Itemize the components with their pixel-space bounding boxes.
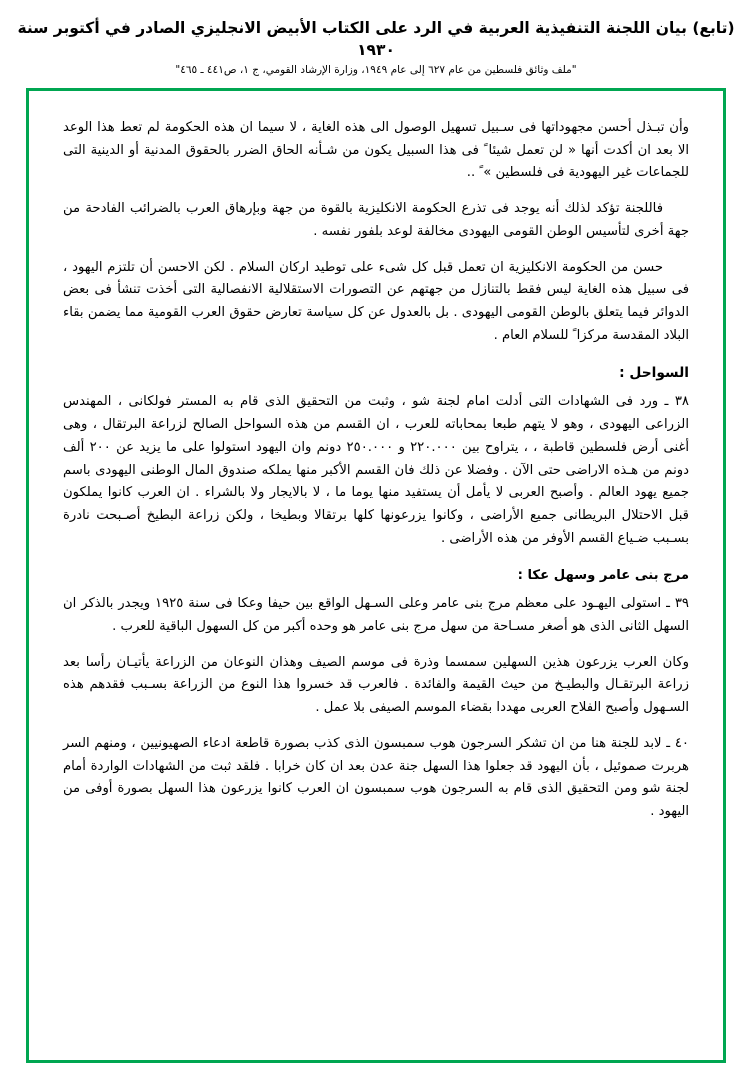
paragraph: ٣٩ ـ استولى اليهـود على معظم مرج بنى عامر وعلى السـهل الواقع بين حيفا وعكا فى سنة ١٩٢٥ ويجدر بالذكر ان السهل الثانى الذى هو أصغر مسـاحة من سهل مرج بنى عامر هو وحده أكبر من كل السهول الباقية للعرب . [63,596,689,635]
document-source-citation: "ملف وثائق فلسطين من عام ٦٢٧ إلى عام ١٩٤٩، وزارة الإرشاد القومي، ج ١، ص٤٤١ ـ ٤٦٥" [175,64,577,77]
section-heading-sawahil: السواحل : [619,365,689,382]
paragraph: وكان العرب يزرعون هذين السهلين سمسما وذرة فى موسم الصيف وهذان النوعان من الزراعة يأتيـان رأسا بعد زراعة البرتقـال والبطيـخ من حيث القيمة والفائدة . فالعرب قد خسروا هذا النوع من الزراعة بسـبب فقدهم هذه السـهول وأصبح الفلاح العربى مهددا بقضاء الموسم الصيفى بلا عمل . [63,654,689,716]
section-heading-marj-bani-amer: مرج بنى عامر وسهل عكا : [517,568,689,584]
paragraph: وأن تبـذل أحسن مجهوداتها فى سـبيل تسهيل الوصول الى هذه الغاية ، لا سيما ان هذه الحكومة لم تعط هذا الوعد الا بعد ان أكدت أنها « لن تعمل شيئا ً فى هذا السبيل يكون من شـأنه الحاق الضرر بالحقوق المدنية أو الدينية التى للجماعات غير اليهودية فى فلسطين » ً .. [63,120,689,181]
paragraph: حسن من الحكومة الانكليزية ان تعمل قبل كل شىء على توطيد اركان السلام . لكن الاحسن أن تلتزم اليهود ، فى سبيل هذه الغاية ليس فقط بالتنازل من جهتهم عن التصورات الاستقلالية الانفصالية التى أخذت تنشأ فى بعض الدوائر فيما يتعلق بالوطن القومى اليهودى . بل بالعدول عن كل سياسة تعارض حقوق العرب القومية مما يضمن بقاء البلاد المقدسة مركزا ً للسلام العام . [63,259,689,343]
page-title: (تابع) بيان اللجنة التنفيذية العربية في الرد على الكتاب الأبيض الانجليزي الصادر في أكتوبر سنة ١٩٣٠ [17,19,735,59]
paragraph: ٣٨ ـ ورد فى الشهادات التى أدلت امام لجنة شو ، وثبت من التحقيق الذى قام به المستر فولكانى ، المهندس الزراعى اليهودى ، وهو لا يتهم طبعا بمحاباته للعرب ، ان القسم من هذه السواحل الصالح لزراعة البرتقال ، وهى أغنى أرض فلسطين قاطبة ، ، يتراوح بين ٢٢٠.٠٠٠ و ٢٥٠.٠٠٠ دونم وان اليهود استولوا على ما يزيد عن ٢٠٠ ألف دونم من هـذه الاراضى حتى الآن . وفضلا عن ذلك فان القسم الأكبر منها يملكه صندوق المال الوطنى اليهودى باسم جميع يهود العالم . وأصبح العربى لا يأمل أن يستفيد منها يوما ما ، لا بالايجار ولا بالشراء . ان العرب كانوا يملكون قبل الاحتلال البريطانى جميع الأراضى ، وكانوا يزرعونها كلها برتقالا وبطيخا ، ولكن زراعة البطيخ أصـبحت نادرة بسـبب ضـياع القسم الأوفر من هذه الأراضى . [63,394,689,546]
paragraph: فاللجنة تؤكد لذلك أنه يوجد فى تذرع الحكومة الانكليزية بالقوة من جهة وبإرهاق العرب بالضرائب الفادحة من جهة أخرى لتأسيس الوطن القومى اليهودى مخالفة لوعد بلفور نفسه . [63,201,689,239]
content-frame [26,88,726,1063]
paragraph: ٤٠ ـ لابد للجنة هنا من ان تشكر السرجون هوب سمبسون الذى كذب بصورة قاطعة ادعاء الصهيونيين ، ومنهم السر هربرت صموئيل ، بأن اليهود قد جعلوا هذا السهل جنة عدن بعد ان كان خرابا . فلقد ثبت من الشهادات الواردة أمام لجنة شو ومن التحقيق الذى قام به السرجون هوب سمبسون ان العرب كانوا يزرعون هذا السهل بصورة أوفى من اليهود . [63,735,689,819]
